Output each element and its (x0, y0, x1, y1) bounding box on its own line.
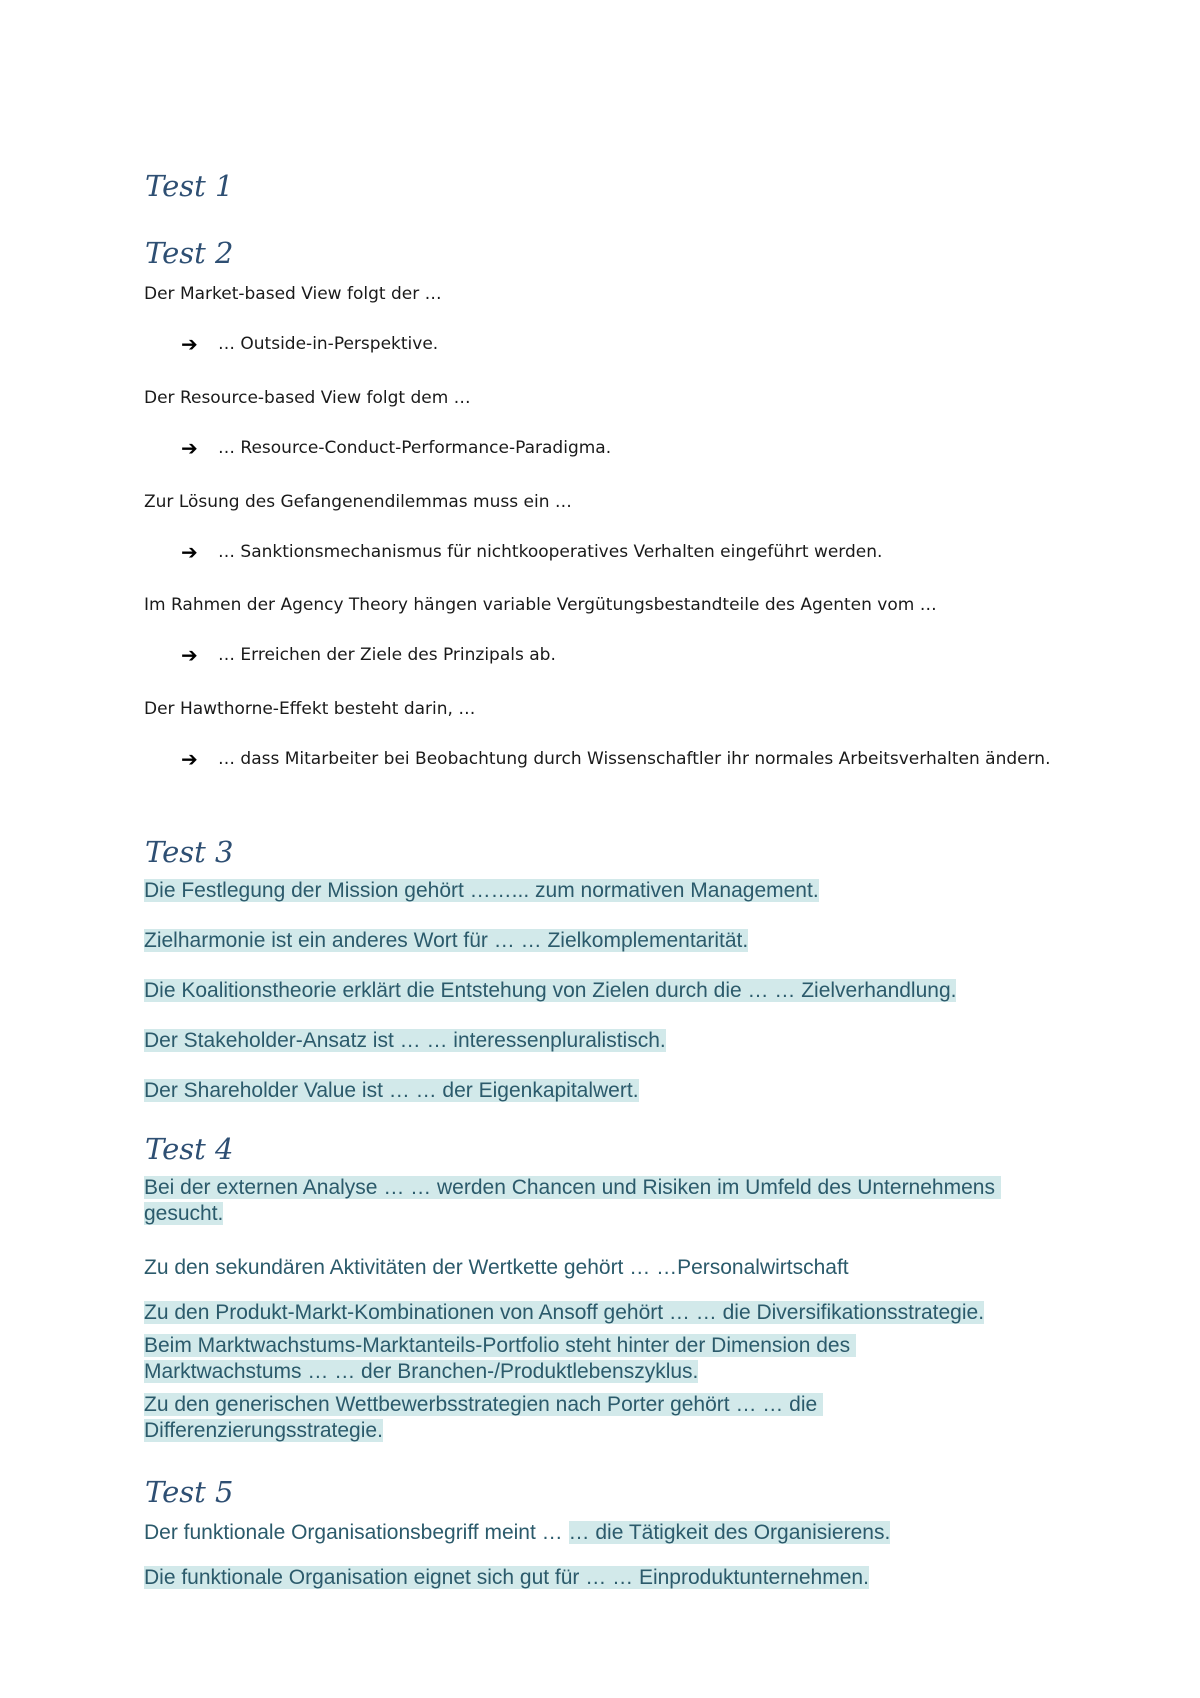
question-text: Der funktionale Organisationsbegriff meint … (144, 1521, 569, 1544)
arrow-icon: ➔ (181, 747, 198, 771)
ellipsis-text: … (410, 1176, 437, 1199)
highlighted-answer-line (144, 978, 956, 1004)
highlighted-answer-line (144, 1175, 1064, 1227)
answer-item (181, 743, 1061, 775)
answer-text: der Eigenkapitalwert. (442, 1079, 639, 1102)
arrow-icon: ➔ (181, 436, 198, 460)
arrow-icon: ➔ (181, 540, 198, 564)
highlighted-answer-line (144, 1333, 914, 1385)
highlighted-answer-line (144, 1028, 666, 1054)
ellipsis-text: … (762, 1393, 790, 1416)
heading-test-5: Test 5 (145, 1475, 234, 1509)
ellipsis-text: … (656, 1256, 678, 1279)
highlighted-answer-line (144, 928, 748, 954)
answer-text: Zielkomplementarität. (547, 929, 749, 952)
ellipsis-text: … (415, 1079, 443, 1102)
ellipsis-text: … (568, 1521, 596, 1544)
answer-text: … Resource-Conduct-Performance-Paradigma. (218, 438, 612, 458)
question-text: Die Festlegung der Mission gehört … (144, 879, 491, 902)
answer-text: Einproduktunternehmen. (638, 1566, 869, 1589)
answer-text: zum normativen Management. (535, 879, 819, 902)
question-text: Zu den sekundären Aktivitäten der Wertkette gehört … (144, 1256, 657, 1279)
ellipsis-text: … (520, 929, 548, 952)
arrow-icon: ➔ (181, 332, 198, 356)
ellipsis-text: …... (490, 879, 536, 902)
answer-line (144, 1255, 849, 1281)
highlighted-answer-line (144, 1300, 984, 1326)
question-text: Der Shareholder Value ist … (144, 1079, 416, 1102)
ellipsis-text: … (334, 1360, 362, 1383)
highlighted-answer-line (144, 1565, 869, 1591)
question-text: Die funktionale Organisation eignet sich gut für … (144, 1566, 613, 1589)
question-text: Der Stakeholder-Ansatz ist … (144, 1029, 427, 1052)
answer-text: die Differenzierungsstrategie. (144, 1393, 824, 1442)
answer-text: Personalwirtschaft (677, 1256, 849, 1279)
highlighted-answer-line (144, 1392, 904, 1444)
question-text: Der Market-based View folgt der … (144, 284, 442, 304)
question-text: Beim Marktwachstums-Marktanteils-Portfolio steht hinter der Dimension des Marktwachstums … (144, 1334, 856, 1383)
answer-item (181, 328, 1061, 360)
answer-text: der Branchen-/Produktlebenszyklus. (361, 1360, 699, 1383)
question-text: Zur Lösung des Gefangenendilemmas muss ein … (144, 492, 572, 512)
question-text: Der Hawthorne-Effekt besteht darin, … (144, 699, 476, 719)
heading-test-3: Test 3 (145, 835, 234, 869)
ellipsis-text: … (695, 1301, 723, 1324)
question-text: Die Koalitionstheorie erklärt die Entstehung von Zielen durch die … (144, 979, 775, 1002)
highlighted-answer-line (144, 878, 819, 904)
answer-text: … Sanktionsmechanismus für nichtkooperatives Verhalten eingeführt werden. (218, 542, 883, 562)
answer-item (181, 639, 1061, 671)
answer-text: … Erreichen der Ziele des Prinzipals ab. (218, 645, 556, 665)
answer-item (181, 432, 1061, 464)
arrow-icon: ➔ (181, 643, 198, 667)
question-text: Bei der externen Analyse … (144, 1176, 411, 1199)
answer-text: Zielverhandlung. (801, 979, 957, 1002)
answer-text: werden Chancen und Risiken im Umfeld des Unternehmens gesucht. (144, 1176, 1001, 1225)
heading-test-4: Test 4 (145, 1132, 234, 1166)
ellipsis-text: … (612, 1566, 639, 1589)
answer-item (181, 536, 1061, 568)
answer-text: interessenpluralistisch. (453, 1029, 666, 1052)
answer-text: die Tätigkeit des Organisierens. (595, 1521, 891, 1544)
question-text: Zielharmonie ist ein anderes Wort für … (144, 929, 521, 952)
answer-line (144, 1520, 890, 1546)
question-text: Der Resource-based View folgt dem … (144, 388, 471, 408)
heading-test-1: Test 1 (145, 169, 234, 203)
question-text: Zu den generischen Wettbewerbsstrategien nach Porter gehört … (144, 1393, 763, 1416)
heading-test-2: Test 2 (145, 236, 234, 270)
question-text: Im Rahmen der Agency Theory hängen variable Vergütungsbestandteile des Agenten vom … (144, 595, 937, 615)
answer-text: die Diversifikationsstrategie. (722, 1301, 985, 1324)
answer-text: … dass Mitarbeiter bei Beobachtung durch Wissenschaftler ihr normales Arbeitsverhalten ändern. (218, 749, 1051, 769)
highlighted-answer-line (144, 1078, 639, 1104)
question-text: Zu den Produkt-Markt-Kombinationen von Ansoff gehört … (144, 1301, 696, 1324)
ellipsis-text: … (774, 979, 802, 1002)
answer-text: … Outside-in-Perspektive. (218, 334, 439, 354)
ellipsis-text: … (426, 1029, 454, 1052)
